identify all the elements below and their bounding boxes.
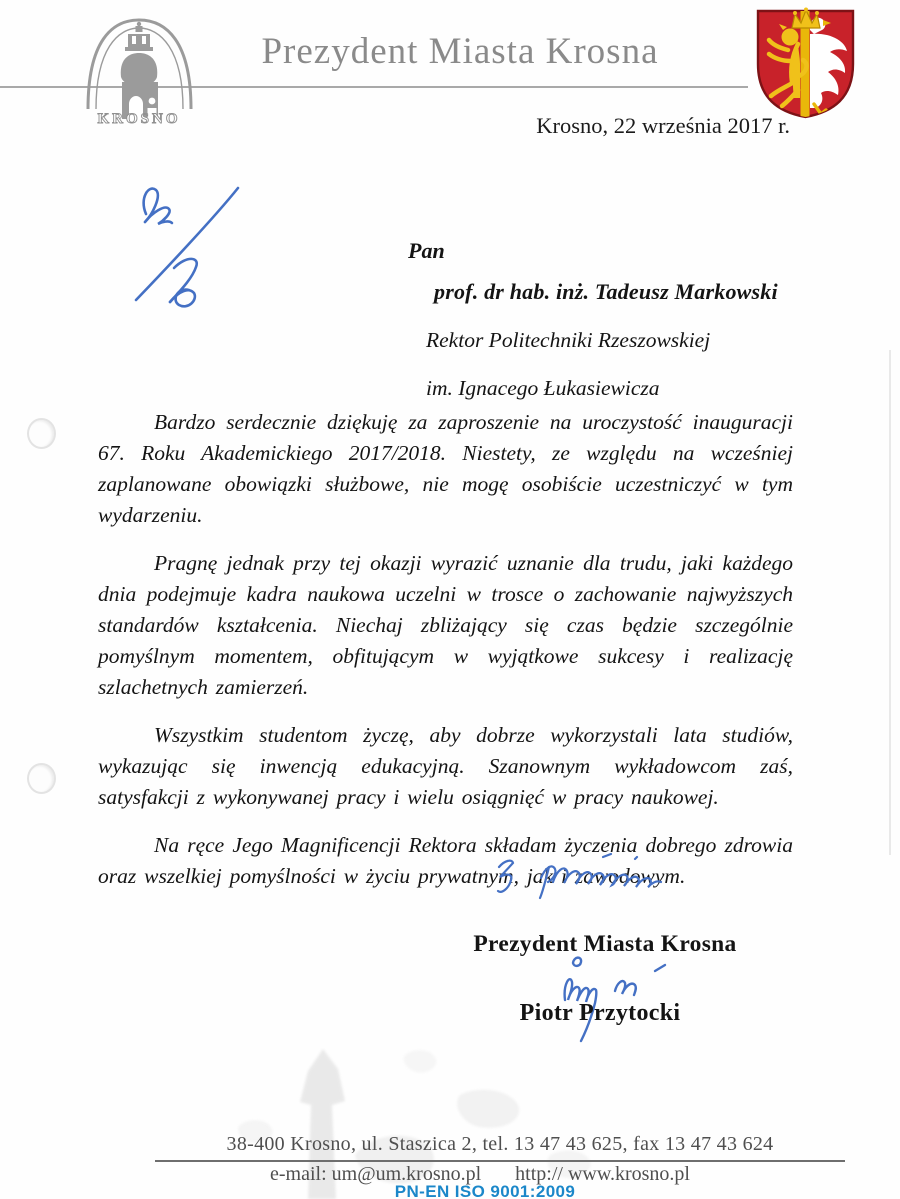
recipient-title: Rektor Politechniki Rzeszowskiej xyxy=(426,327,711,352)
footer-email: e-mail: um@um.krosno.pl xyxy=(270,1163,482,1185)
recipient-block xyxy=(408,238,778,424)
scan-edge-artifact xyxy=(889,350,891,855)
signer-name: Piotr Przytocki xyxy=(519,1000,681,1026)
hole-punch-mark xyxy=(27,763,56,794)
date-line: Krosno, 22 września 2017 r. xyxy=(536,113,790,138)
body-paragraph: Na ręce Jego Magnificencji Rektora składam życzenia dobrego zdrowia oraz wszelkiej pomyślności w życiu prywatnym, jak i zawodowym. xyxy=(98,833,793,888)
logo-caption: KROSNO xyxy=(97,111,181,127)
footer-divider-line xyxy=(155,1160,845,1162)
hole-punch-mark xyxy=(27,418,56,449)
page-title: Prezydent Miasta Krosna xyxy=(261,31,659,72)
footer-iso-certification: PN-EN ISO 9001:2009 xyxy=(394,1182,576,1199)
handwritten-regards-note xyxy=(483,845,683,907)
letter-body xyxy=(98,407,793,909)
recipient-institution: im. Ignacego Łukasiewicza xyxy=(426,376,660,400)
footer-website: http:// www.krosno.pl xyxy=(515,1163,690,1185)
body-paragraph: Wszystkim studentom życzę, aby dobrze wykorzystali lata studiów, wykazując się inwencją edukacyjną. Szanownym wykładowcom zaś, satysfakcji z wykonywanej pracy i wielu osiągnięć w pracy naukowej. xyxy=(98,723,793,809)
body-paragraph: Bardzo serdecznie dziękuję za zaproszenie na uroczystość inauguracji 67. Roku Akademickiego 2017/2018. Niestety, ze względu na wcześniej zaplanowane obowiązki służbowe, nie mogę osobiście uczestniczyć w tym wydarzeniu. xyxy=(98,410,793,527)
body-paragraph: Pragnę jednak przy tej okazji wyrazić uznanie dla trudu, jaki każdego dnia podejmuje kadra naukowa uczelni w trosce o zachowanie najwyższych standardów kształcenia. Niechaj zbliżający się czas będzie szczególnie pomyślnym momentem, obfitującym w wyjątkowe sukcesy i realizację szlachetnych zamierzeń. xyxy=(98,551,793,699)
office-title: Prezydent Miasta Krosna xyxy=(473,931,737,957)
krosno-coat-of-arms-icon xyxy=(754,6,858,122)
footer-address: 38-400 Krosno, ul. Staszica 2, tel. 13 47 43 625, fax 13 47 43 624 xyxy=(226,1133,774,1155)
recipient-name: prof. dr hab. inż. Tadeusz Markowski xyxy=(434,279,778,304)
recipient-salutation: Pan xyxy=(408,238,445,263)
handwritten-paraph xyxy=(118,176,270,326)
